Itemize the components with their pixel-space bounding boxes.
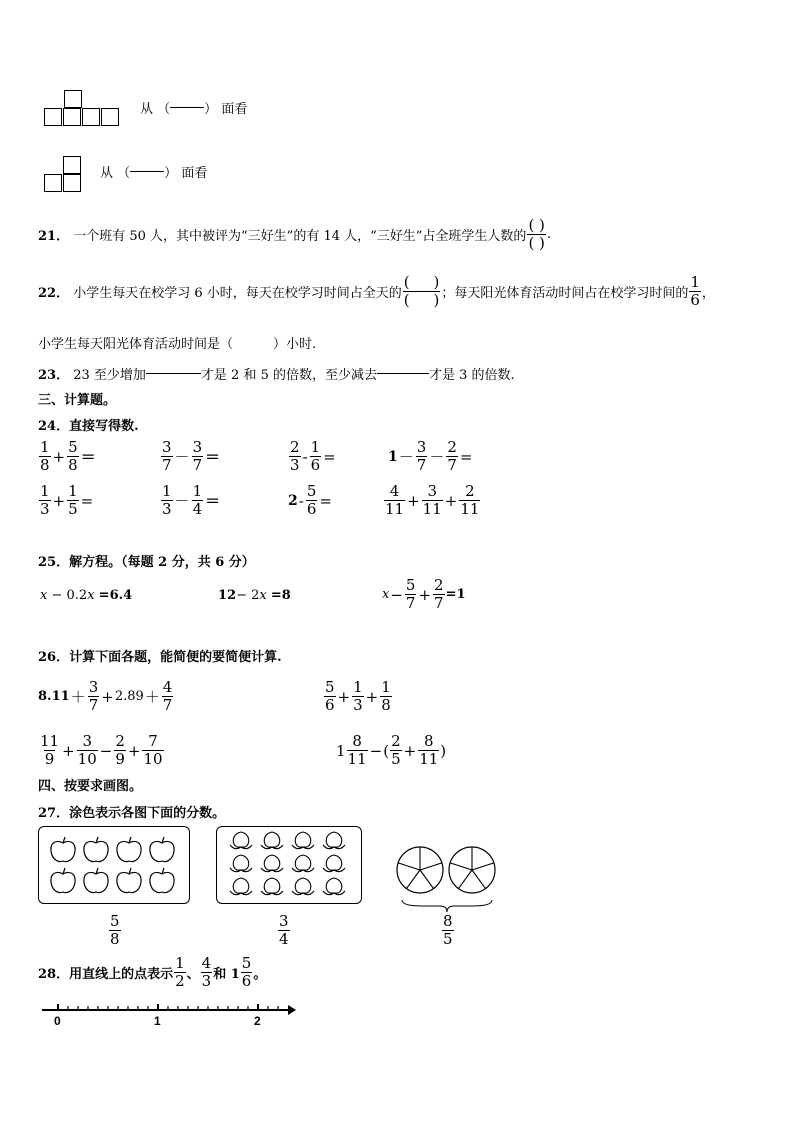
view-label-2: 从 （ ） 面看 (100, 166, 208, 181)
expr-24-3: $\frac{2}{3}$ - $\frac{1}{6}$ = (290, 438, 336, 474)
peach-icon (230, 878, 252, 895)
equation-25-2: 12 − 2 x =8 (218, 588, 291, 603)
equation-25-3: x − $\frac{5}{7}$ + $\frac{2}{7}$ =1 (382, 576, 466, 612)
peach-icon (323, 878, 345, 895)
peach-box (216, 826, 362, 904)
expr-24-5: $\frac{1}{3}$ + $\frac{1}{5}$ = (40, 482, 94, 518)
apple-icon (51, 868, 75, 893)
view-label-1: 从 （ ） 面看 (140, 102, 248, 117)
expr-24-8: $\frac{4}{11}$ + $\frac{3}{11}$ + $\frac{2}{11}$ (385, 482, 480, 518)
apple-icon (117, 837, 141, 862)
peach-icon (261, 878, 283, 895)
apple-icon (117, 868, 141, 893)
view-shape-1 (44, 90, 124, 130)
blank-fraction: $\frac{( )}{( )}$ (403, 273, 440, 309)
peach-icon (323, 832, 345, 849)
expr-24-2: $\frac{3}{7}$ － $\frac{3}{7}$ ＝ (162, 438, 221, 474)
peach-icon (230, 855, 252, 872)
question-25-title: 25．解方程。（每题 2 分，共 6 分） (38, 555, 255, 570)
expr-26-2: $\frac{5}{6}$ + $\frac{1}{3}$ + $\frac{1}{8}$ (325, 678, 391, 714)
apple-icon (150, 868, 174, 893)
question-22-line2: 小学生每天阳光体育活动时间是（ ）小时. (38, 337, 317, 352)
view-shape-2 (44, 156, 84, 196)
apple-icon (51, 837, 75, 862)
peach-icon (261, 832, 283, 849)
apple-box (38, 826, 190, 904)
apple-icon (150, 837, 174, 862)
peach-icon (230, 832, 252, 849)
peach-icon (292, 855, 314, 872)
circle-divided-icon (392, 840, 502, 912)
peach-icon (261, 855, 283, 872)
question-26-title: 26．计算下面各题，能简便的要简便计算. (38, 650, 282, 665)
expr-24-4: 1 － $\frac{3}{7}$ － $\frac{2}{7}$ = (388, 438, 473, 474)
tick-label-1: 1 (154, 1014, 161, 1028)
tick-label-2: 2 (254, 1014, 261, 1028)
question-21: 21． 一个班有 50 人，其中被评为“三好生”的有 14 人，“三好生”占全班学生人数的 $\frac{( )}{( )}$ . (38, 216, 552, 252)
apple-icon (84, 837, 108, 862)
expr-24-7: 2 - $\frac{5}{6}$ = (288, 482, 332, 518)
apple-icon (84, 868, 108, 893)
equation-25-1: x − 0.2 x =6.4 (40, 588, 133, 603)
section-4-title: 四、按要求画图。 (38, 779, 143, 794)
question-23: 23． 23 至少增加 才是 2 和 5 的倍数，至少减去 才是 3 的倍数. (38, 368, 515, 383)
expr-24-1: $\frac{1}{8}$ + $\frac{5}{8}$ ＝ (40, 438, 96, 474)
peach-icon (217, 827, 361, 903)
apple-icon (39, 827, 189, 903)
question-24-title: 24．直接写得数. (38, 419, 139, 434)
section-3-title: 三、计算题。 (38, 393, 117, 408)
question-28: 28．用直线上的点表示 $\frac{1}{2}$ 、 $\frac{4}{3}$ 和 1 $\frac{5}{6}$ 。 (38, 954, 267, 990)
peach-icon (323, 855, 345, 872)
peach-icon (292, 832, 314, 849)
question-22: 22． 小学生每天在校学习 6 小时，每天在校学习时间占全天的 $\frac{( )}{( )}$ ；每天阳光体育活动时间占在校学习时间的 $\frac{1}{6}$ ， (38, 273, 715, 309)
circle-divided-icon (449, 847, 495, 893)
tick-label-0: 0 (54, 1014, 61, 1028)
fraction-27-2: $\frac{3}{4}$ (279, 912, 289, 948)
expr-24-6: $\frac{1}{3}$ － $\frac{1}{4}$ ＝ (162, 482, 221, 518)
fraction-27-3: $\frac{8}{5}$ (443, 912, 453, 948)
peach-icon (292, 878, 314, 895)
expr-26-3: $\frac{11}{9}$ + $\frac{3}{10}$ − $\frac{2}{9}$ + $\frac{7}{10}$ (40, 732, 163, 768)
expr-26-4: 1 $\frac{8}{11}$ − ( $\frac{2}{5}$ + $\frac{8}{11}$ ) (336, 732, 447, 768)
circle-divided-icon (397, 847, 443, 893)
fraction-27-1: $\frac{5}{8}$ (110, 912, 120, 948)
question-27-title: 27．涂色表示各图下面的分数。 (38, 806, 226, 821)
expr-26-1: 8.11 ＋ $\frac{3}{7}$ + 2.89 ＋ $\frac{4}{7}$ (38, 678, 173, 714)
number-line (38, 1000, 298, 1030)
